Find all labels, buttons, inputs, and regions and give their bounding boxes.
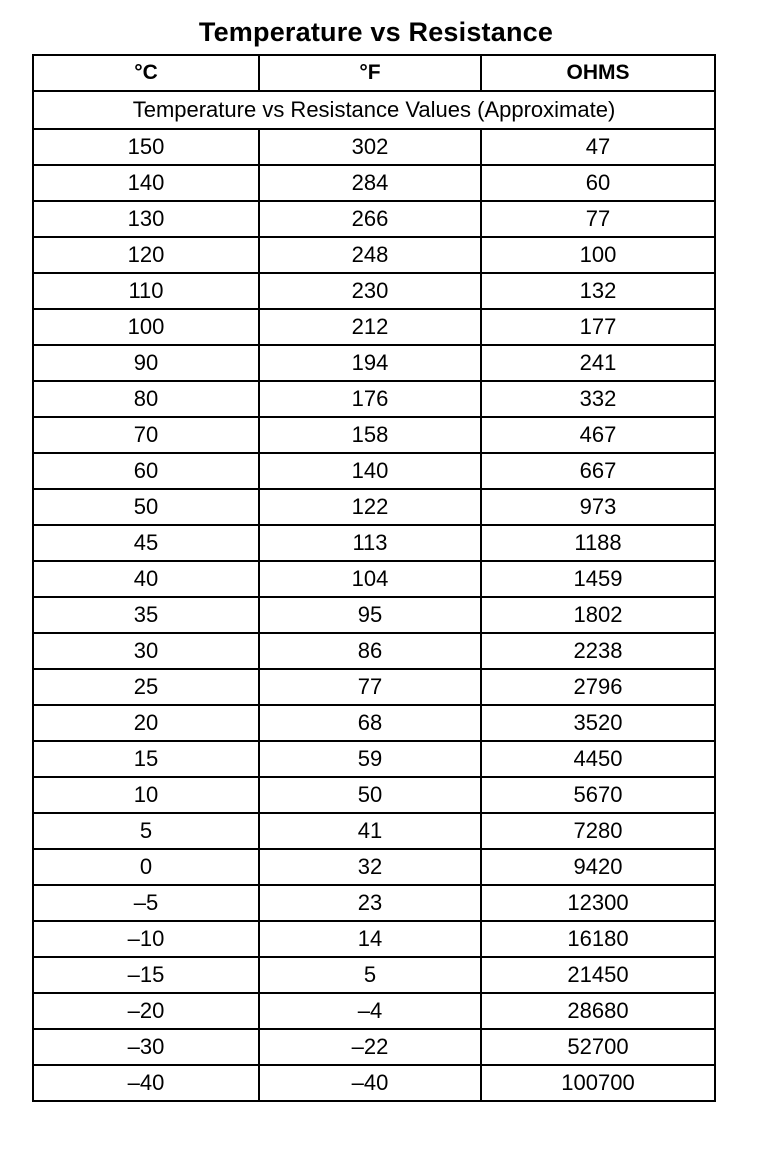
header-row xyxy=(33,55,715,91)
fahrenheit-cell: 104 xyxy=(259,561,481,597)
fahrenheit-cell: –4 xyxy=(259,993,481,1029)
fahrenheit-cell: 5 xyxy=(259,957,481,993)
table-body xyxy=(33,91,715,1101)
celsius-cell: 130 xyxy=(33,201,259,237)
header-celsius: °C xyxy=(33,55,259,91)
ohms-cell: 2796 xyxy=(481,669,715,705)
subtitle-row xyxy=(33,91,715,129)
table-row xyxy=(33,417,715,453)
fahrenheit-cell: 266 xyxy=(259,201,481,237)
fahrenheit-cell: 248 xyxy=(259,237,481,273)
fahrenheit-cell: –22 xyxy=(259,1029,481,1065)
fahrenheit-cell: 50 xyxy=(259,777,481,813)
ohms-cell: 77 xyxy=(481,201,715,237)
fahrenheit-cell: 68 xyxy=(259,705,481,741)
ohms-cell: 52700 xyxy=(481,1029,715,1065)
table-row xyxy=(33,993,715,1029)
celsius-cell: 45 xyxy=(33,525,259,561)
celsius-cell: –10 xyxy=(33,921,259,957)
ohms-cell: 12300 xyxy=(481,885,715,921)
celsius-cell: –30 xyxy=(33,1029,259,1065)
celsius-cell: 80 xyxy=(33,381,259,417)
celsius-cell: –5 xyxy=(33,885,259,921)
celsius-cell: 50 xyxy=(33,489,259,525)
fahrenheit-cell: 77 xyxy=(259,669,481,705)
ohms-cell: 9420 xyxy=(481,849,715,885)
celsius-cell: 150 xyxy=(33,129,259,165)
ohms-cell: 973 xyxy=(481,489,715,525)
header-fahrenheit: °F xyxy=(259,55,481,91)
fahrenheit-cell: 59 xyxy=(259,741,481,777)
ohms-cell: 1188 xyxy=(481,525,715,561)
table-row xyxy=(33,273,715,309)
fahrenheit-cell: 194 xyxy=(259,345,481,381)
ohms-cell: 2238 xyxy=(481,633,715,669)
table-row xyxy=(33,1029,715,1065)
fahrenheit-cell: 212 xyxy=(259,309,481,345)
ohms-cell: 100 xyxy=(481,237,715,273)
ohms-cell: 332 xyxy=(481,381,715,417)
celsius-cell: 20 xyxy=(33,705,259,741)
fahrenheit-cell: 158 xyxy=(259,417,481,453)
table-row xyxy=(33,777,715,813)
celsius-cell: 25 xyxy=(33,669,259,705)
celsius-cell: 35 xyxy=(33,597,259,633)
fahrenheit-cell: 113 xyxy=(259,525,481,561)
ohms-cell: 21450 xyxy=(481,957,715,993)
fahrenheit-cell: 41 xyxy=(259,813,481,849)
fahrenheit-cell: 86 xyxy=(259,633,481,669)
celsius-cell: –20 xyxy=(33,993,259,1029)
table-row xyxy=(33,849,715,885)
celsius-cell: –15 xyxy=(33,957,259,993)
celsius-cell: 0 xyxy=(33,849,259,885)
celsius-cell: 60 xyxy=(33,453,259,489)
ohms-cell: 4450 xyxy=(481,741,715,777)
celsius-cell: 5 xyxy=(33,813,259,849)
celsius-cell: 70 xyxy=(33,417,259,453)
fahrenheit-cell: 230 xyxy=(259,273,481,309)
table-row xyxy=(33,633,715,669)
celsius-cell: 120 xyxy=(33,237,259,273)
table-row xyxy=(33,165,715,201)
ohms-cell: 100700 xyxy=(481,1065,715,1101)
table-row xyxy=(33,345,715,381)
table-row xyxy=(33,957,715,993)
ohms-cell: 1802 xyxy=(481,597,715,633)
page-title: Temperature vs Resistance xyxy=(198,17,554,47)
fahrenheit-cell: 284 xyxy=(259,165,481,201)
fahrenheit-cell: 95 xyxy=(259,597,481,633)
table-subtitle: Temperature vs Resistance Values (Approximate) xyxy=(33,91,715,129)
celsius-cell: –40 xyxy=(33,1065,259,1101)
celsius-cell: 90 xyxy=(33,345,259,381)
fahrenheit-cell: 176 xyxy=(259,381,481,417)
table-row xyxy=(33,1065,715,1101)
ohms-cell: 467 xyxy=(481,417,715,453)
ohms-cell: 132 xyxy=(481,273,715,309)
fahrenheit-cell: 140 xyxy=(259,453,481,489)
celsius-cell: 140 xyxy=(33,165,259,201)
ohms-cell: 28680 xyxy=(481,993,715,1029)
celsius-cell: 15 xyxy=(33,741,259,777)
fahrenheit-cell: –40 xyxy=(259,1065,481,1101)
temperature-resistance-table xyxy=(32,54,716,1102)
ohms-cell: 241 xyxy=(481,345,715,381)
table-row xyxy=(33,813,715,849)
ohms-cell: 1459 xyxy=(481,561,715,597)
fahrenheit-cell: 23 xyxy=(259,885,481,921)
table-row xyxy=(33,561,715,597)
celsius-cell: 110 xyxy=(33,273,259,309)
table-row xyxy=(33,921,715,957)
ohms-cell: 7280 xyxy=(481,813,715,849)
table-row xyxy=(33,669,715,705)
fahrenheit-cell: 302 xyxy=(259,129,481,165)
table-row xyxy=(33,453,715,489)
table-row xyxy=(33,741,715,777)
ohms-cell: 60 xyxy=(481,165,715,201)
ohms-cell: 47 xyxy=(481,129,715,165)
ohms-cell: 3520 xyxy=(481,705,715,741)
ohms-cell: 667 xyxy=(481,453,715,489)
table-row xyxy=(33,129,715,165)
ohms-cell: 177 xyxy=(481,309,715,345)
celsius-cell: 100 xyxy=(33,309,259,345)
table-row xyxy=(33,381,715,417)
table-row xyxy=(33,237,715,273)
fahrenheit-cell: 32 xyxy=(259,849,481,885)
header-ohms: OHMS xyxy=(481,55,715,91)
table-row xyxy=(33,489,715,525)
table-row xyxy=(33,597,715,633)
ohms-cell: 16180 xyxy=(481,921,715,957)
table-row xyxy=(33,309,715,345)
fahrenheit-cell: 122 xyxy=(259,489,481,525)
table-row xyxy=(33,525,715,561)
celsius-cell: 40 xyxy=(33,561,259,597)
celsius-cell: 30 xyxy=(33,633,259,669)
fahrenheit-cell: 14 xyxy=(259,921,481,957)
celsius-cell: 10 xyxy=(33,777,259,813)
table-row xyxy=(33,201,715,237)
table-row xyxy=(33,885,715,921)
ohms-cell: 5670 xyxy=(481,777,715,813)
table-row xyxy=(33,705,715,741)
